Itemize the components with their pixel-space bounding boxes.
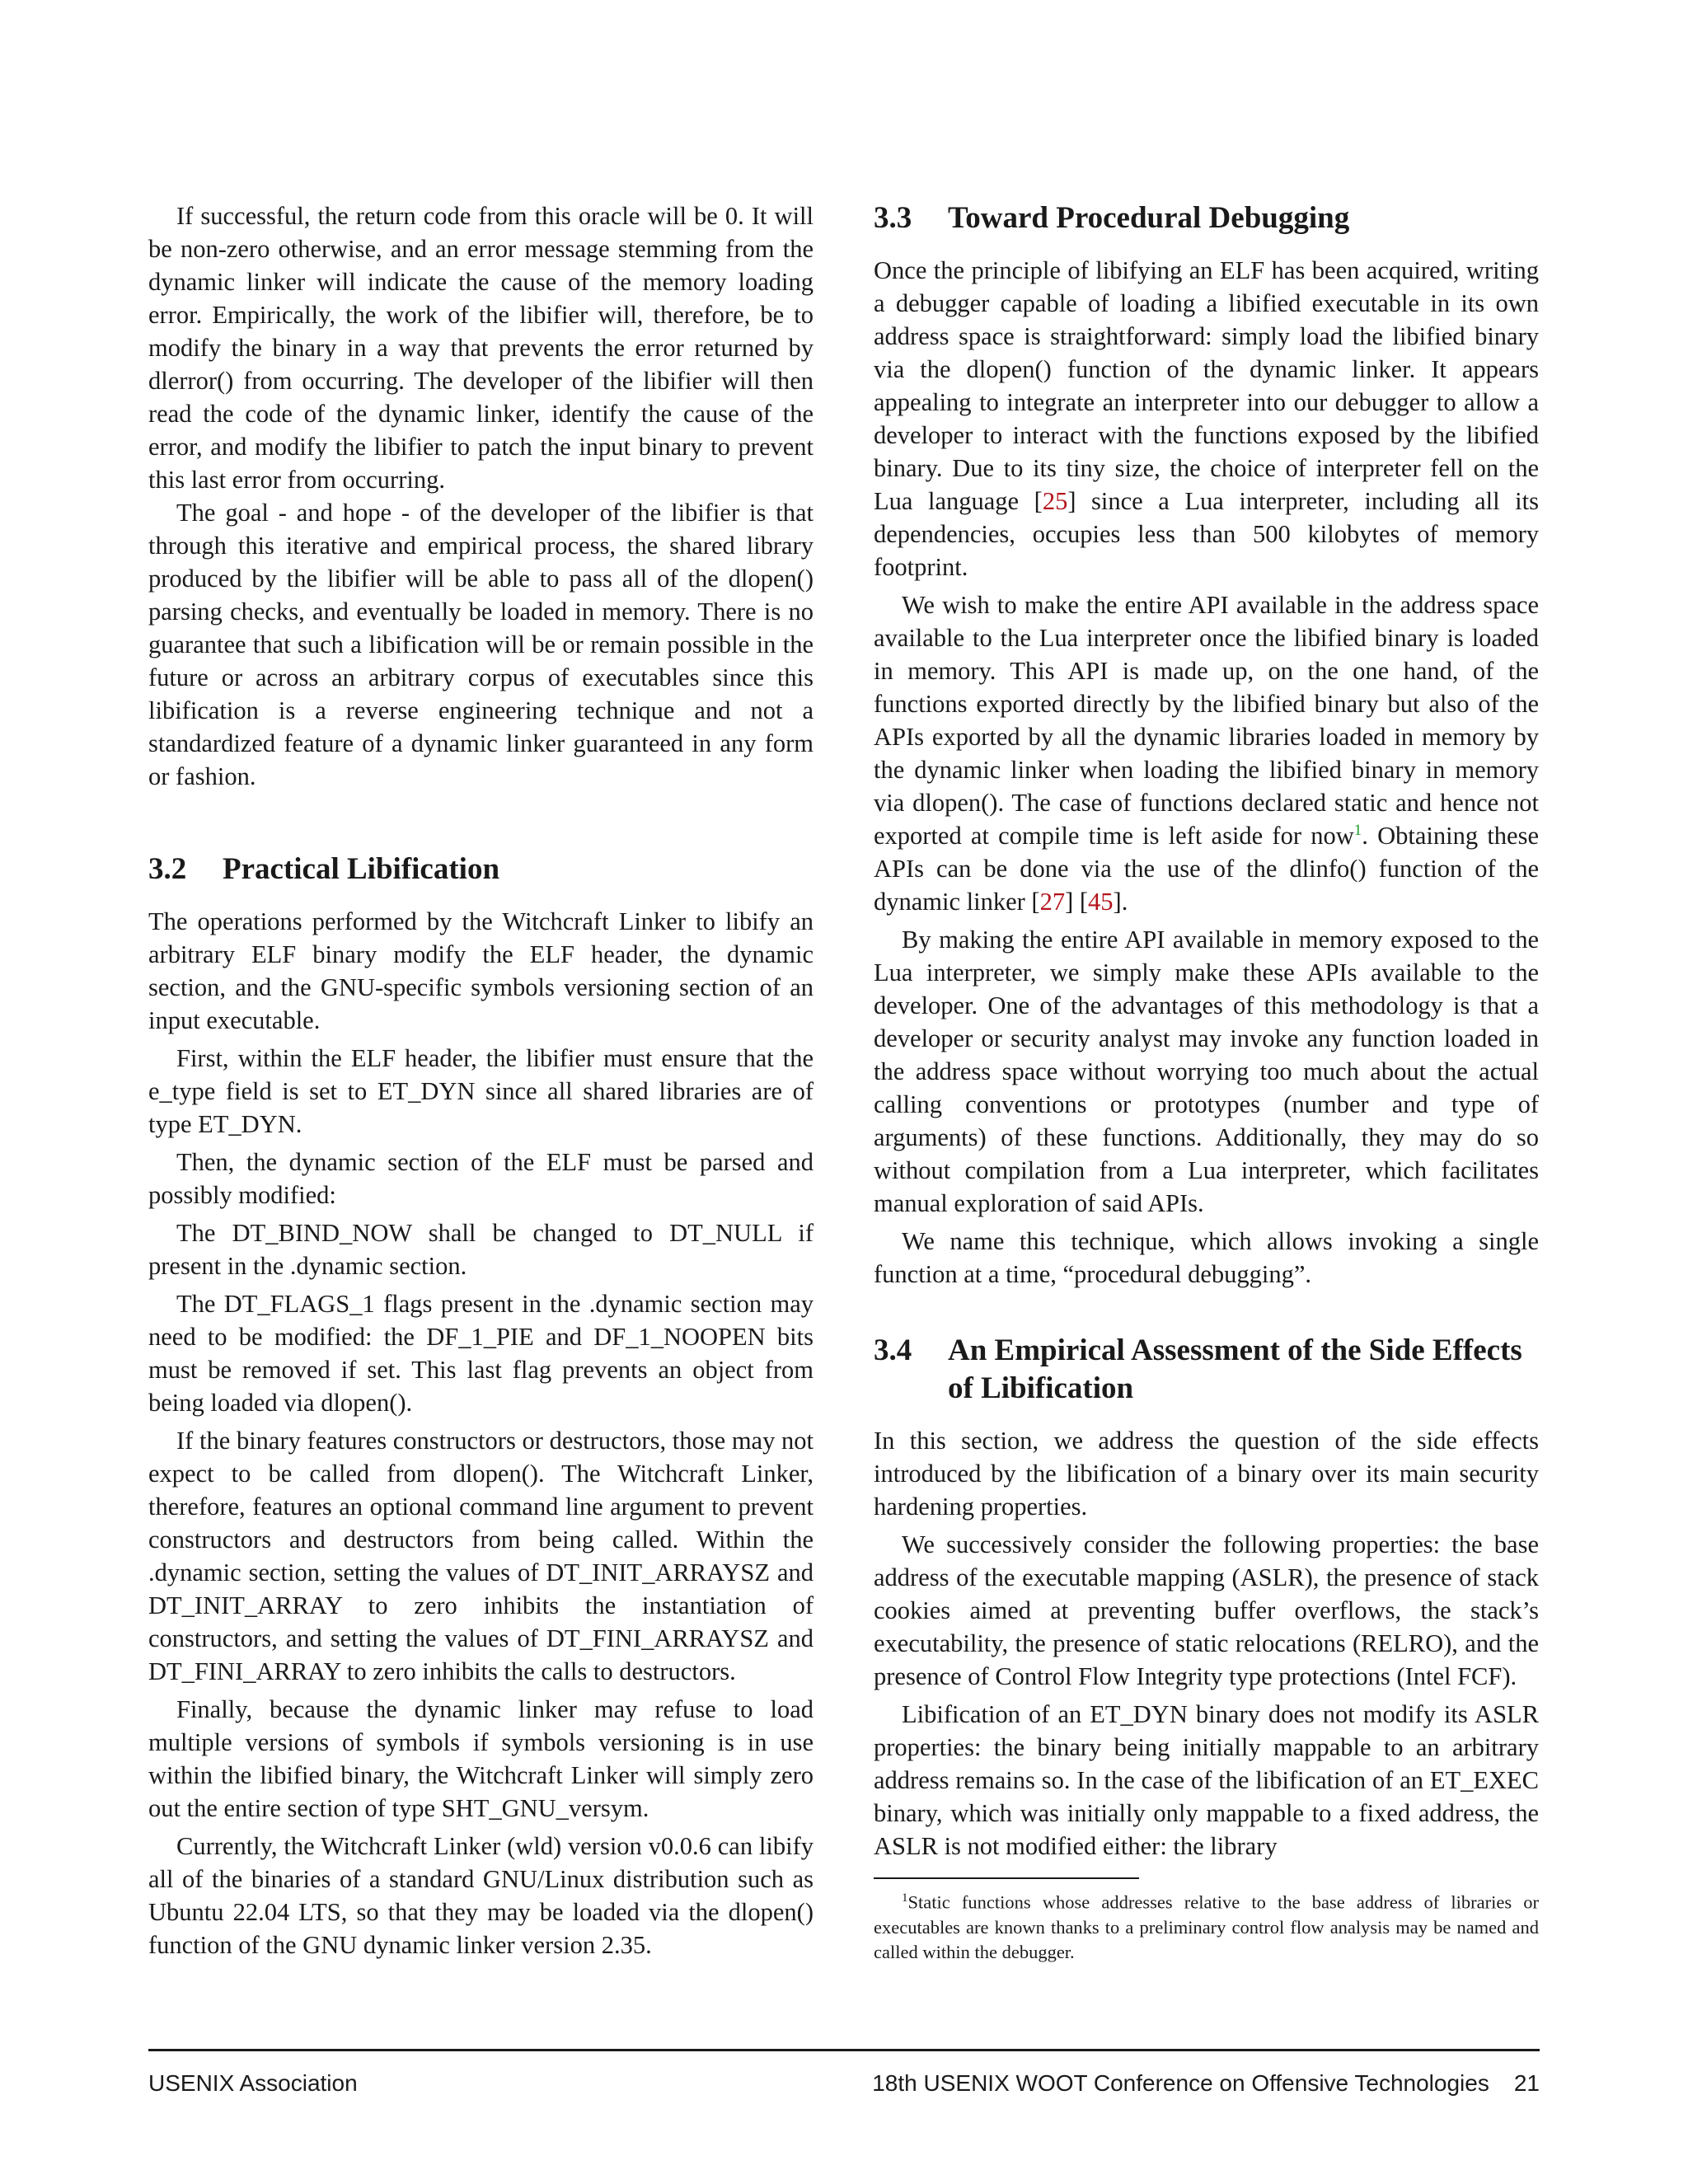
paragraph: Finally, because the dynamic linker may refuse to load multiple versions of symbols if symbols versioning is in use within the libified binary, the Witchcraft Linker will simply zero out the entire section of type SHT_GNU_versym. bbox=[148, 1695, 814, 1822]
paragraph: We name this technique, which allows invoking a single function at a time, “procedural debugging”. bbox=[874, 1227, 1539, 1288]
paragraph: Currently, the Witchcraft Linker (wld) version v0.0.6 can libify all of the binaries of a standard GNU/Linux distribution such as Ubuntu 22.04 LTS, so that they may be loaded via the dlopen() function of the GNU dynamic linker version 2.35. bbox=[148, 1832, 814, 1959]
paragraph: We wish to make the entire API available in the address space available to the Lua interpreter once the libified binary is loaded in memory. This API is made up, on the one hand, of the functions exported directly by the libified binary but also of the APIs exported by all the dynamic libraries loaded in memory by the dynamic linker when loading the libified binary in memory via dlopen(). The case of functions declared static and hence not exported at compile time is left aside for now$^1$. Obtaining these APIs can be done via the use of the dlinfo() function of the dynamic linker [27] [45]. bbox=[874, 591, 1540, 916]
footer-association: USENIX Association bbox=[148, 2070, 358, 2096]
page-number: 21 bbox=[1513, 2070, 1540, 2096]
paragraph: The DT_BIND_NOW shall be changed to DT_NULL if present in the .dynamic section. bbox=[148, 1219, 814, 1280]
paragraph: Once the principle of libifying an ELF has been acquired, writing a debugger capable of loading a libified executable in its own address space is straightforward: simply load the libified binary via the dlopen() function of the dynamic linker. It appears appealing to integrate an interpreter into our debugger to allow a developer to interact with the functions exposed by the libified binary. Due to its tiny size, the choice of interpreter fell on the Lua language [25] since a Lua interpreter, including all its dependencies, occupies less than 500 kilobytes of memory footprint. bbox=[874, 256, 1539, 581]
section-number: 3.3 bbox=[874, 201, 912, 235]
section-heading-3-4 bbox=[874, 1332, 1539, 1408]
left-column bbox=[148, 199, 814, 1961]
citation-link[interactable]: 27 bbox=[1039, 888, 1066, 916]
paragraph: In this section, we address the question of the side effects introduced by the libification of a binary over its main security hardening properties. bbox=[874, 1427, 1539, 1521]
citation-link[interactable]: 25 bbox=[1042, 487, 1068, 515]
footnote: $^1$Static functions whose addresses relative to the base address of libraries or executables are known thanks to a preliminary control flow analysis may be named and called within the debugger. bbox=[874, 1891, 1539, 1962]
footer-conference: 18th USENIX WOOT Conference on Offensive Technologies bbox=[872, 2070, 1489, 2096]
paragraph: Then, the dynamic section of the ELF must be parsed and possibly modified: bbox=[148, 1148, 814, 1209]
paragraph: The goal - and hope - of the developer of the libifier is that through this iterative and empirical process, the shared library produced by the libifier will be able to pass all of the dlopen() parsing checks, and eventually be loaded in memory. There is no guarantee that such a libification will be or remain possible in the future or across an arbitrary corpus of executables since this libification is a reverse engineering technique and not a standardized feature of a dynamic linker guaranteed in any form or fashion. bbox=[148, 499, 814, 790]
paragraph: By making the entire API available in memory exposed to the Lua interpreter, we simply make these APIs available to the developer. One of the advantages of this methodology is that a developer or security analyst may invoke any function loaded in the address space without worrying too much about the actual calling conventions or prototypes (number and type of arguments) of these functions. Additionally, they may do so without compilation from a Lua interpreter, which facilitates manual exploration of said APIs. bbox=[874, 926, 1539, 1217]
paragraph: The DT_FLAGS_1 flags present in the .dynamic section may need to be modified: the DF_1_PIE and DF_1_NOOPEN bits must be removed if set. This last flag prevents an object from being loaded via dlopen(). bbox=[148, 1290, 814, 1417]
section-title: An Empirical Assessment of the Side Effects of Libification bbox=[948, 1333, 1522, 1405]
paragraph: We successively consider the following properties: the base address of the executable mapping (ASLR), the presence of stack cookies aimed at preventing buffer overflows, the stack’s executability, the presence of static relocations (RELRO), and the presence of Control Flow Integrity type protections (Intel FCF). bbox=[874, 1530, 1539, 1690]
paragraph: First, within the ELF header, the libifier must ensure that the e_type field is set to ET_DYN since all shared libraries are of type ET_DYN. bbox=[148, 1044, 814, 1138]
footer-right bbox=[872, 2070, 1540, 2097]
section-number: 3.4 bbox=[874, 1333, 912, 1367]
footnote-marker[interactable]: 1 bbox=[1353, 821, 1362, 839]
section-title: Toward Procedural Debugging bbox=[948, 201, 1350, 235]
citation-link[interactable]: 45 bbox=[1088, 888, 1114, 916]
footnote-divider bbox=[874, 1877, 1139, 1879]
section-heading-3-3 bbox=[874, 199, 1539, 237]
section-number: 3.2 bbox=[148, 852, 187, 886]
paragraph: Libification of an ET_DYN binary does not modify its ASLR properties: the binary being initially mappable to an arbitrary address remains so. In the case of the libification of an ET_EXEC binary, which was initially only mappable to a fixed address, the ASLR is not modified either: the library bbox=[874, 1700, 1539, 1860]
footnote-number: 1 bbox=[902, 1891, 908, 1905]
paragraph: If successful, the return code from this oracle will be 0. It will be non-zero otherwise, and an error message stemming from the dynamic linker will indicate the cause of the memory loading error. Empirically, the work of the libifier will, therefore, be to modify the binary in a way that prevents the error returned by dlerror() from occurring. The developer of the libifier will then read the code of the dynamic linker, identify the cause of the error, and modify the libifier to patch the input binary to prevent this last error from occurring. bbox=[148, 202, 814, 494]
footer-rule bbox=[148, 2049, 1540, 2051]
paragraph: If the binary features constructors or destructors, those may not expect to be called from dlopen(). The Witchcraft Linker, therefore, features an optional command line argument to prevent constructors and destructors from being called. Within the .dynamic section, setting the values of DT_INIT_ARRAYSZ and DT_INIT_ARRAY to zero inhibits the instantiation of constructors, and setting the values of DT_FINI_ARRAYSZ and DT_FINI_ARRAY to zero inhibits the calls to destructors. bbox=[148, 1427, 814, 1685]
right-column bbox=[874, 199, 1539, 1965]
paragraph: The operations performed by the Witchcraft Linker to libify an arbitrary ELF binary modify the ELF header, the dynamic section, and the GNU-specific symbols versioning section of an input executable. bbox=[148, 907, 814, 1034]
section-title: Practical Libification bbox=[223, 852, 500, 886]
section-heading-3-2 bbox=[148, 851, 814, 888]
